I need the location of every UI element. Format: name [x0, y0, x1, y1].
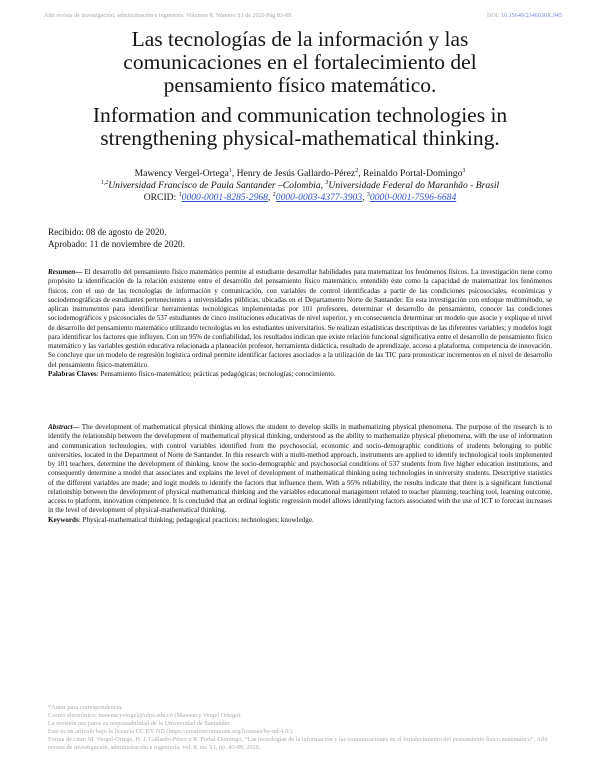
abstract-english: [48, 423, 552, 525]
title-en-line: Information and communication technologies in: [92, 103, 508, 127]
footnotes: [48, 704, 560, 753]
author-block: [20, 168, 580, 204]
affiliation-1: Universidad Francisco de Paula Santander –Colombia,: [108, 180, 326, 191]
running-header: [44, 13, 562, 23]
footnote-peer-review: La revisión por pares es responsabilidad de la Universidad de Santander.: [48, 720, 231, 728]
abstract-es-text: El desarrollo del pensamiento físico matemático permite al estudiante desarrollar habilidades para matematizar los fenómenos físicos. La investigación tiene como propósito la identificación de la relación existente entre el desarrollo del pensamiento físico matemático, entendido éste como la capacidad de matematizar los fenómenos físicos, con el uso de las tecnologías de información y comunicación, con variables de control identificadas a partir de las condiciones psicosociales, económicas y sociodemográficas de estudiantes pertenecientes a universidades públicas, ubicadas en el Departamento Norte de Santander. En esta investigación con enfoque multimétodo, se aplican instrumentos para identificar herramientas tecnológicas implementadas por 101 profesores, determinar el desarrollo de pensamiento, conocer las condiciones sociodemográficos y psicosociales de 537 estudiantes de cinco instituciones educativas de nivel superior, y en consecuencia determinar un modelo que asocie y explique el nivel de desarrollo del pensamiento matemático utilizando tecnologías en los estudiantes universitarios. Se realizan estadísticas descriptivas de las diferentes variables; y modelos logit para identificar los factores que influyen. Con un 95% de confiabilidad, los resultados indican que existe relación funcional significativa entre el desarrollo de pensamiento físico matemático y las variables gestión educativa relacionada a planeación profesor, herramienta didáctica, resultado de aprendizaje, acceso a plataforma, competencia de innovación. Se concluye que un modelo de regresión logística ordinal permite identificar factores asociados a la utilización de las TIC para pronosticar incrementos en el nivel de desarrollo del pensamiento físico-matemático.: [48, 268, 552, 369]
keywords-en-label: Keywords: [48, 515, 79, 524]
footnote-license: Este es un artículo bajo la licencia CC BY-ND (https://creativecommons.org/licenses/by-nd/4.0/).: [48, 728, 294, 736]
orcid-line: [20, 192, 580, 204]
abstract-spanish: [48, 268, 552, 379]
footnote-citation: Forma de citar: M. Vergel-Ortega, H. J. Gallardo-Pérez y R. Portal-Domingo, “Las tecnologías de la información y las comunicaciones en el fortalecimiento del pensamiento físico matemático”, Aibi revista de investigación, administración e ingeniería, vol. 8, no. S1, pp. 83-89, 2020.: [48, 736, 548, 752]
orcid-2-sup: 2: [272, 191, 276, 198]
abstract-es-body: [48, 268, 552, 370]
affil-1-sup: 1,2: [100, 179, 109, 186]
footnote-email: Correo electrónico: mawencyvergel@ufps.edu.co (Mawency Vergel Ortega).: [48, 712, 242, 720]
author-names: [20, 168, 580, 180]
title-es-line: pensamiento físico matemático.: [163, 73, 437, 97]
title-es-line: comunicaciones en el fortalecimiento del: [123, 50, 477, 74]
affiliations: [20, 180, 580, 192]
orcid-link-2[interactable]: 0000-0003-4377-3903: [275, 192, 363, 203]
orcid-1-sup: 1: [178, 191, 182, 198]
orcid-link-3[interactable]: 0000-0001-7596-6684: [369, 192, 457, 203]
abstract-en-text: The development of mathematical physical thinking allows the student to develop skills in mathematizing physical phenomena. The purpose of the research is to identify the relationship between the development of mathematical physical thinking, understood as the ability to mathematize physical phenomena, with the use of information and communication technologies, with control variables identified from the psychosocial, economic and socio-demographic conditions of students belonging to public universities, located in the Department of Norte de Santander. In this research with a multi-method approach, instruments are applied to identify technological tools implemented by 101 teachers, determine the development of thinking, know the socio-demographic and psychosocial conditions of 537 students from five higher education institutions, and consequently determine a model that associates and explains the level of development of mathematical thinking using technologies in university students. Descriptive statistics of the different variables are made; and logit models to identify the factors that influence them. With a 95% reliability, the results indicate that there is a significant functional relationship between the development of physical mathematical thinking and the variables educational management related to teacher planning, teaching tool, learning outcome, access to platform, innovation competence. It is concluded that an ordinal logistic regression model allows identifying factors associated with the use of ICT to forecast increases in the level of development of physical-mathematical thinking.: [48, 423, 552, 515]
author-2-sup: 2: [355, 167, 359, 174]
orcid-3-sup: 3: [366, 191, 370, 198]
abstract-en-body: [48, 423, 552, 516]
author-1-sup: 1: [228, 167, 232, 174]
abstract-es-label: Resumen—: [48, 268, 83, 276]
approved-date: Aprobado: 11 de noviembre de 2020.: [48, 239, 185, 249]
keywords-es-label: Palabras Claves: [48, 369, 97, 378]
doi-label: DOI:: [487, 13, 500, 19]
author-1: Mawency Vergel-Ortega: [134, 168, 229, 179]
affil-2-sup: 3: [325, 179, 329, 186]
article-dates: [48, 226, 185, 250]
author-2: Henry de Jesús Gallardo-Pérez: [236, 168, 356, 179]
keywords-es: [48, 370, 552, 379]
author-separator: ,: [358, 168, 363, 179]
affiliation-2: Universidade Federal do Maranhão - Brasil: [328, 180, 500, 191]
keywords-en: [48, 516, 552, 525]
title-es-line: Las tecnologías de la información y las: [131, 27, 469, 51]
author-3: Reinaldo Portal-Domingo: [362, 168, 463, 179]
doi-link[interactable]: 10.15649/2346030X.945: [501, 13, 562, 19]
title-spanish: [40, 28, 560, 97]
author-3-sup: 3: [462, 167, 466, 174]
title-english: [40, 104, 560, 150]
footnote-correspondence: *Autor para correspondencia.: [48, 704, 123, 711]
orcid-link-1[interactable]: 0000-0001-8285-2968: [181, 192, 268, 203]
doi: [487, 13, 562, 19]
journal-citation: Aibi revista de investigación, administración e ingeniería. Volumen 8, Número S1 de 2020 Pág 83-89.: [44, 13, 293, 19]
orcid-label: ORCID:: [143, 192, 179, 203]
keywords-en-text: : Physical-mathematical thinking; pedagogical practices; technologies; knowledge.: [78, 515, 314, 524]
title-en-line: strengthening physical-mathematical thinking.: [100, 126, 500, 150]
keywords-es-text: : Pensamiento físico-matemático; prácticas pedagógicas; tecnologías; conocimiento.: [96, 369, 336, 378]
abstract-en-label: Abstract—: [48, 423, 80, 431]
orcid-separator: ,: [267, 192, 273, 203]
received-date: Recibido: 08 de agosto de 2020.: [48, 227, 167, 237]
author-separator: ,: [231, 168, 237, 179]
orcid-separator: ,: [362, 192, 367, 203]
